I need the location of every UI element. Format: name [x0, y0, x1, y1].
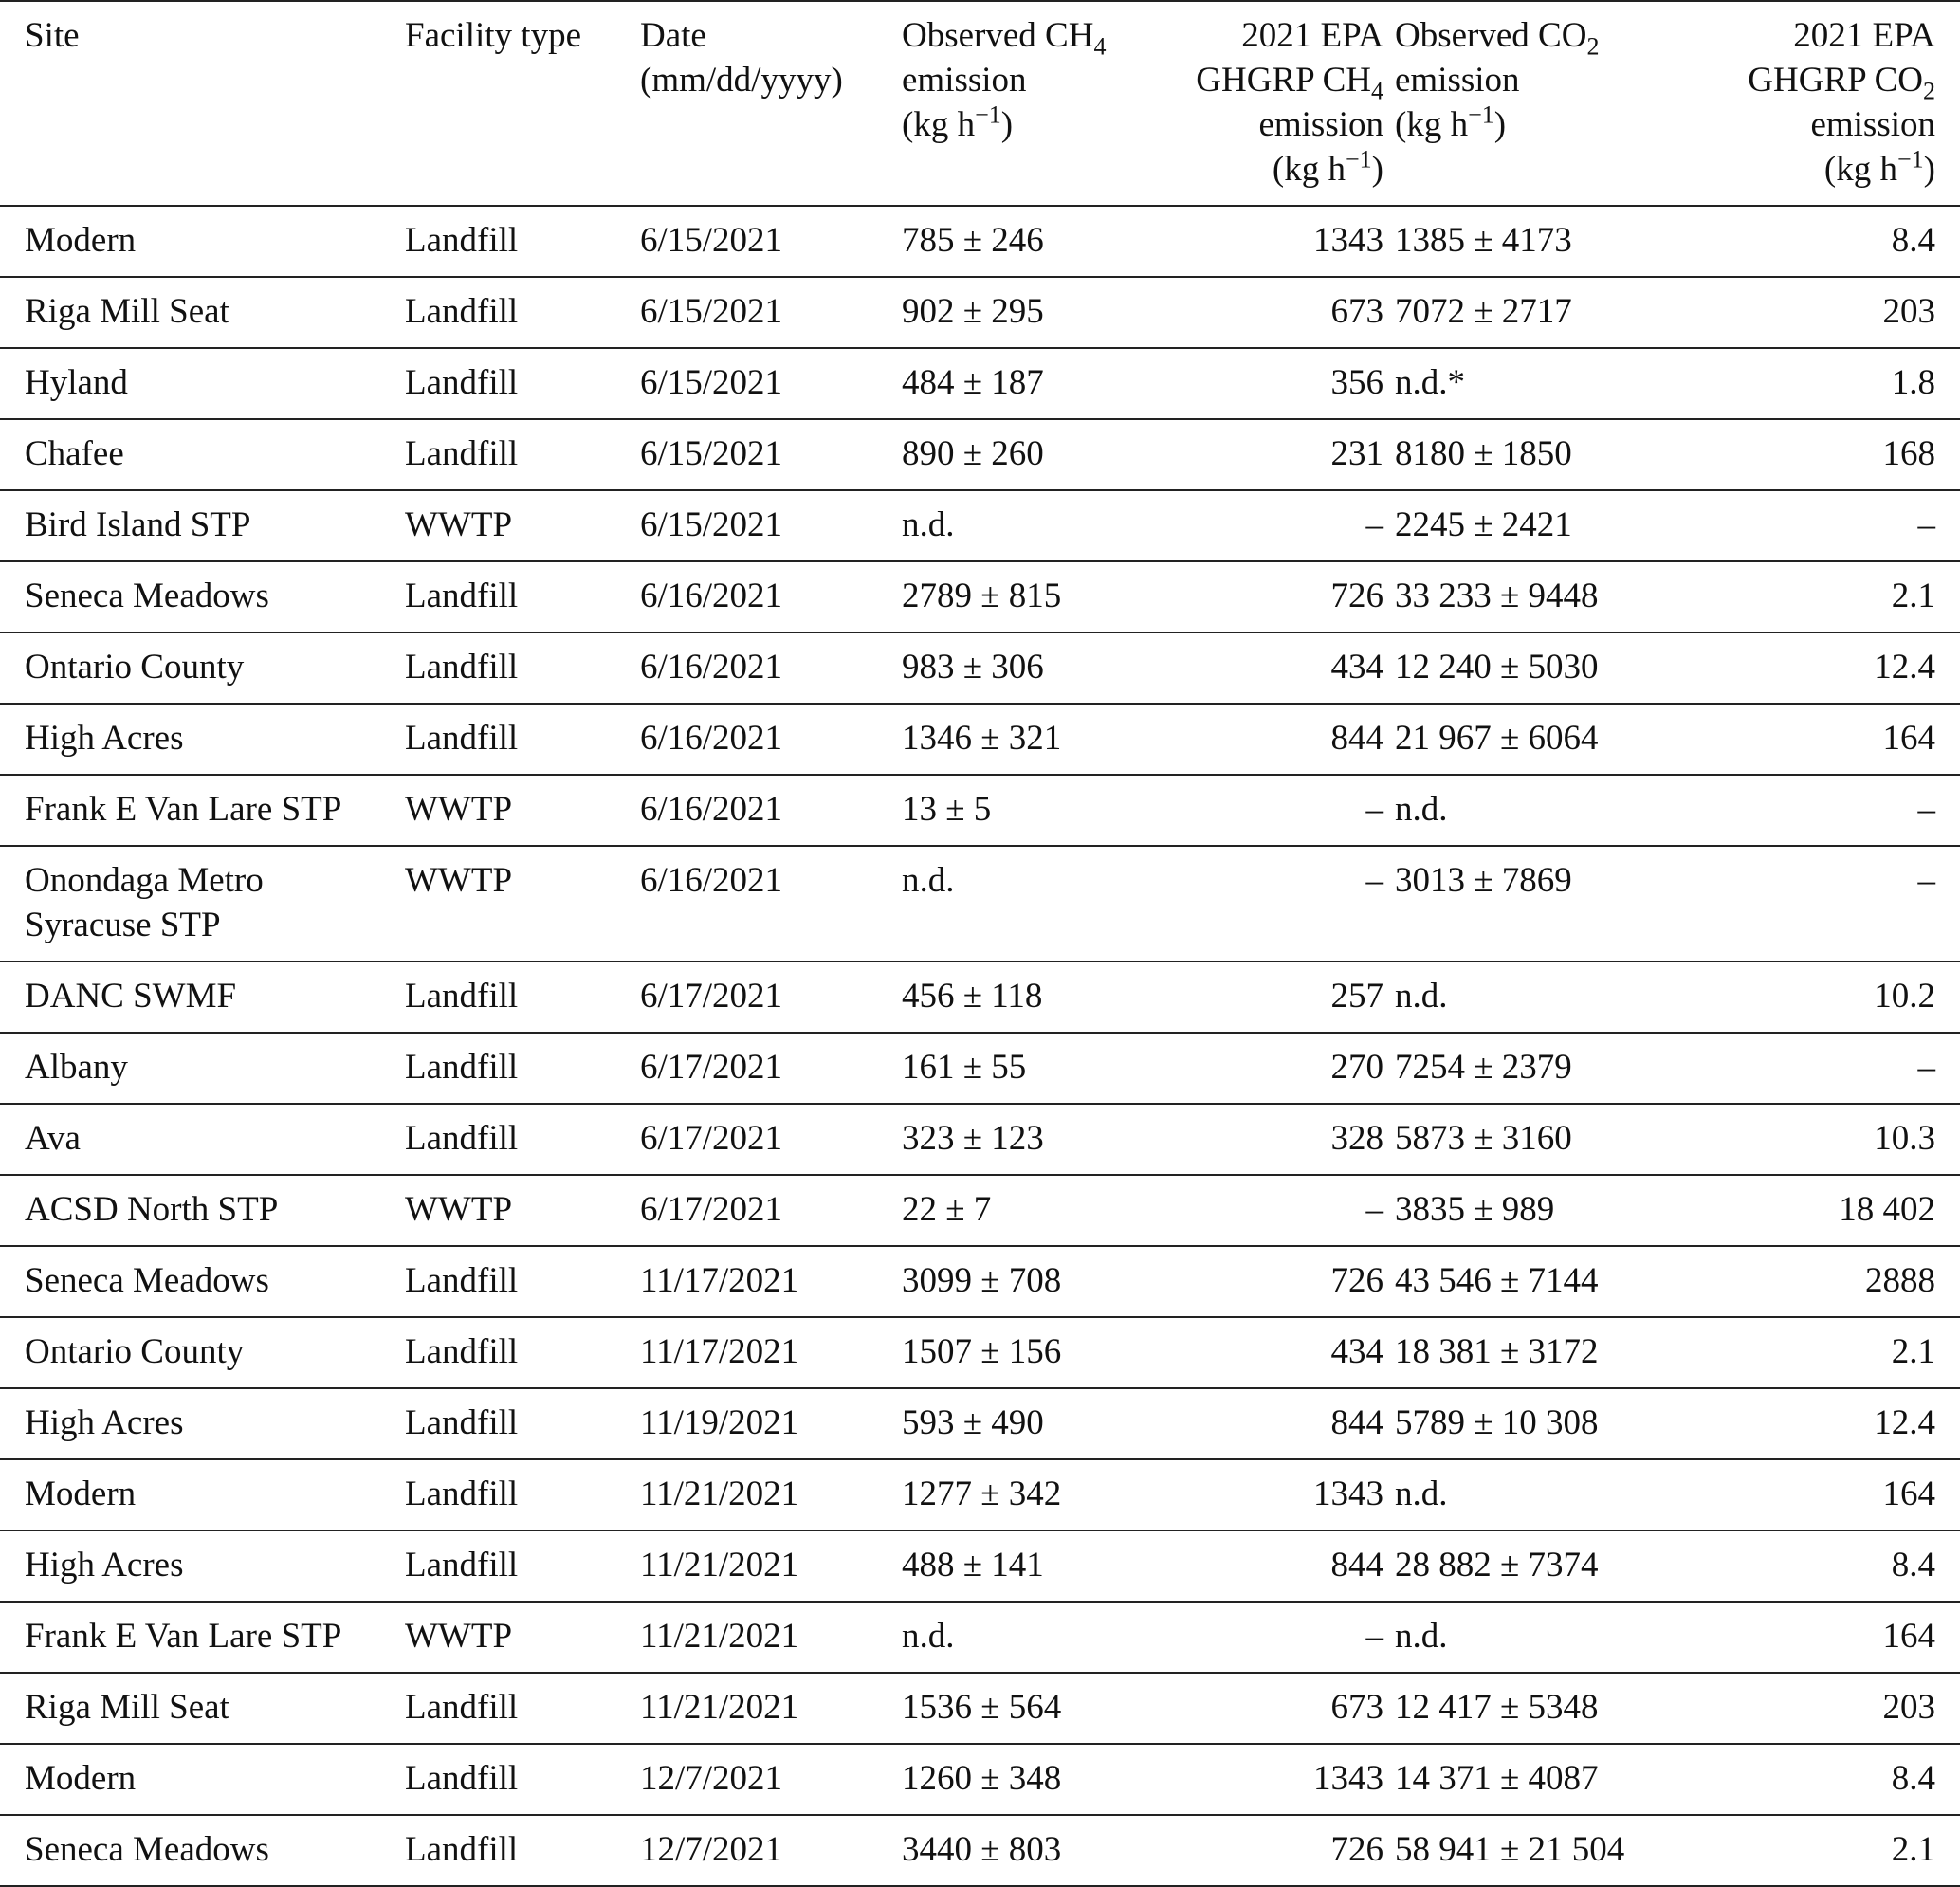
cell-observed-ch4: 13 ± 5 [902, 790, 992, 829]
cell-site: High Acres [25, 1403, 184, 1442]
cell-observed-co2: n.d. [1395, 977, 1448, 1016]
cell-observed-co2: 12 240 ± 5030 [1395, 648, 1599, 687]
cell-facility-type: Landfill [405, 1332, 519, 1371]
cell-observed-ch4: 983 ± 306 [902, 648, 1044, 687]
cell-epa-co2: – [1917, 790, 1935, 829]
cell-observed-ch4: 1536 ± 564 [902, 1688, 1062, 1727]
cell-facility-type: Landfill [405, 1119, 519, 1158]
cell-epa-co2: 2.1 [1891, 1830, 1935, 1869]
table-row [0, 1104, 1960, 1175]
cell-epa-co2: 203 [1882, 292, 1935, 331]
table-row [0, 1175, 1960, 1246]
cell-site: Ontario County [25, 648, 245, 687]
table-row [0, 490, 1960, 561]
cell-date: 6/17/2021 [640, 1048, 783, 1087]
cell-facility-type: Landfill [405, 1688, 519, 1727]
cell-observed-ch4: n.d. [902, 505, 955, 544]
table-body [0, 206, 1960, 1886]
cell-date: 11/21/2021 [640, 1475, 799, 1513]
cell-epa-co2: 12.4 [1874, 648, 1935, 687]
cell-facility-type: WWTP [405, 1617, 513, 1656]
cell-epa-ch4: 434 [1330, 648, 1383, 687]
table-row [0, 348, 1960, 419]
cell-site: Frank E Van Lare STP [25, 790, 342, 829]
cell-facility-type: Landfill [405, 1475, 519, 1513]
cell-observed-ch4: 323 ± 123 [902, 1119, 1044, 1158]
cell-facility-type: Landfill [405, 1261, 519, 1300]
table-row [0, 1673, 1960, 1744]
cell-date: 6/15/2021 [640, 363, 783, 402]
cell-epa-co2: 168 [1882, 434, 1935, 473]
cell-observed-ch4: 1346 ± 321 [902, 719, 1062, 758]
cell-date: 12/7/2021 [640, 1759, 783, 1798]
cell-epa-ch4: 270 [1330, 1048, 1383, 1087]
cell-date: 6/16/2021 [640, 648, 783, 687]
cell-site: Ava [25, 1119, 81, 1158]
cell-epa-ch4: 1343 [1313, 1475, 1383, 1513]
cell-site: Chafee [25, 434, 124, 473]
table-row [0, 419, 1960, 490]
cell-site: Modern [25, 221, 137, 260]
cell-observed-co2: n.d. [1395, 790, 1448, 829]
cell-date: 11/21/2021 [640, 1688, 799, 1727]
cell-epa-ch4: – [1365, 861, 1383, 900]
cell-date: 11/17/2021 [640, 1261, 799, 1300]
cell-epa-ch4: 726 [1330, 1261, 1383, 1300]
cell-epa-co2: 164 [1882, 1475, 1935, 1513]
cell-observed-co2: 3013 ± 7869 [1395, 861, 1572, 900]
cell-epa-co2: 164 [1882, 719, 1935, 758]
cell-epa-ch4: 673 [1330, 292, 1383, 331]
cell-observed-co2: 7254 ± 2379 [1395, 1048, 1572, 1087]
cell-observed-co2: 7072 ± 2717 [1395, 292, 1572, 331]
cell-site: Seneca Meadows [25, 577, 269, 615]
cell-facility-type: Landfill [405, 221, 519, 260]
cell-facility-type: WWTP [405, 861, 513, 900]
cell-site: Bird Island STP [25, 505, 251, 544]
cell-observed-co2: 3835 ± 989 [1395, 1190, 1555, 1229]
cell-date: 6/17/2021 [640, 977, 783, 1016]
cell-site: Modern [25, 1475, 137, 1513]
table-row [0, 775, 1960, 846]
cell-observed-ch4: 902 ± 295 [902, 292, 1044, 331]
cell-observed-ch4: 2789 ± 815 [902, 577, 1062, 615]
cell-date: 6/17/2021 [640, 1119, 783, 1158]
header-facility-type: Facility type [405, 16, 581, 55]
cell-facility-type: Landfill [405, 1830, 519, 1869]
cell-date: 6/16/2021 [640, 577, 783, 615]
cell-observed-co2: 5789 ± 10 308 [1395, 1403, 1599, 1442]
table-row [0, 962, 1960, 1033]
cell-epa-ch4: 1343 [1313, 1759, 1383, 1798]
table-row [0, 1388, 1960, 1459]
cell-epa-co2: 10.2 [1874, 977, 1935, 1016]
cell-site: Onondaga Metro Syracuse STP [25, 861, 264, 944]
cell-epa-co2: – [1917, 1048, 1935, 1087]
cell-epa-co2: 8.4 [1891, 1759, 1935, 1798]
cell-site: High Acres [25, 719, 184, 758]
cell-epa-co2: 1.8 [1891, 363, 1935, 402]
cell-observed-ch4: 890 ± 260 [902, 434, 1044, 473]
cell-site: Modern [25, 1759, 137, 1798]
table-row [0, 846, 1960, 962]
table-row [0, 1459, 1960, 1530]
cell-facility-type: Landfill [405, 1759, 519, 1798]
cell-date: 6/15/2021 [640, 221, 783, 260]
cell-facility-type: WWTP [405, 505, 513, 544]
table-row [0, 561, 1960, 632]
cell-observed-co2: 2245 ± 2421 [1395, 505, 1572, 544]
cell-facility-type: Landfill [405, 1546, 519, 1585]
cell-epa-co2: 2.1 [1891, 577, 1935, 615]
cell-site: DANC SWMF [25, 977, 237, 1016]
cell-epa-ch4: 231 [1330, 434, 1383, 473]
cell-site: Hyland [25, 363, 128, 402]
cell-date: 6/15/2021 [640, 434, 783, 473]
cell-observed-ch4: 1507 ± 156 [902, 1332, 1062, 1371]
cell-date: 6/17/2021 [640, 1190, 783, 1229]
cell-facility-type: Landfill [405, 577, 519, 615]
cell-date: 6/16/2021 [640, 861, 783, 900]
cell-facility-type: Landfill [405, 977, 519, 1016]
cell-date: 12/7/2021 [640, 1830, 783, 1869]
cell-date: 6/16/2021 [640, 790, 783, 829]
cell-site: Albany [25, 1048, 128, 1087]
table-row [0, 704, 1960, 775]
table-row [0, 1815, 1960, 1886]
cell-observed-co2: 21 967 ± 6064 [1395, 719, 1599, 758]
cell-epa-co2: 8.4 [1891, 221, 1935, 260]
cell-observed-ch4: 484 ± 187 [902, 363, 1044, 402]
table-row [0, 206, 1960, 277]
cell-observed-co2: 1385 ± 4173 [1395, 221, 1572, 260]
cell-site: High Acres [25, 1546, 184, 1585]
cell-date: 11/21/2021 [640, 1546, 799, 1585]
cell-epa-ch4: – [1365, 790, 1383, 829]
cell-facility-type: Landfill [405, 1403, 519, 1442]
cell-epa-ch4: 844 [1330, 719, 1383, 758]
cell-epa-ch4: 673 [1330, 1688, 1383, 1727]
cell-site: Seneca Meadows [25, 1261, 269, 1300]
cell-date: 11/17/2021 [640, 1332, 799, 1371]
cell-observed-co2: 18 381 ± 3172 [1395, 1332, 1599, 1371]
table-row [0, 277, 1960, 348]
cell-facility-type: Landfill [405, 719, 519, 758]
cell-observed-co2: n.d. [1395, 1617, 1448, 1656]
header-row [0, 1, 1960, 206]
cell-facility-type: WWTP [405, 1190, 513, 1229]
cell-observed-co2: 43 546 ± 7144 [1395, 1261, 1599, 1300]
cell-observed-ch4: 1277 ± 342 [902, 1475, 1062, 1513]
cell-observed-co2: n.d.* [1395, 363, 1465, 402]
cell-observed-ch4: 593 ± 490 [902, 1403, 1044, 1442]
cell-epa-co2: 18 402 [1839, 1190, 1935, 1229]
table-row [0, 1602, 1960, 1673]
cell-observed-ch4: 22 ± 7 [902, 1190, 992, 1229]
cell-epa-ch4: 844 [1330, 1403, 1383, 1442]
cell-facility-type: Landfill [405, 648, 519, 687]
cell-observed-ch4: n.d. [902, 861, 955, 900]
cell-observed-ch4: 3099 ± 708 [902, 1261, 1062, 1300]
cell-epa-co2: 164 [1882, 1617, 1935, 1656]
table-row [0, 1530, 1960, 1602]
cell-epa-co2: – [1917, 505, 1935, 544]
cell-epa-co2: – [1917, 861, 1935, 900]
cell-date: 6/16/2021 [640, 719, 783, 758]
header-site: Site [25, 16, 80, 55]
cell-observed-co2: 58 941 ± 21 504 [1395, 1830, 1625, 1869]
cell-observed-ch4: 161 ± 55 [902, 1048, 1027, 1087]
header-epa-ch4: 2021 EPA GHGRP $CH_4$ emission (kg $h^{-1}$) [1196, 16, 1383, 189]
cell-observed-co2: 33 233 ± 9448 [1395, 577, 1599, 615]
header-epa-co2: 2021 EPA GHGRP $CO_2$ emission (kg $h^{-1}$) [1748, 16, 1935, 189]
table-row [0, 1317, 1960, 1388]
cell-facility-type: WWTP [405, 790, 513, 829]
cell-epa-ch4: 434 [1330, 1332, 1383, 1371]
cell-facility-type: Landfill [405, 1048, 519, 1087]
cell-epa-ch4: 726 [1330, 577, 1383, 615]
cell-epa-co2: 12.4 [1874, 1403, 1935, 1442]
cell-epa-ch4: 1343 [1313, 221, 1383, 260]
table-row [0, 1744, 1960, 1815]
cell-observed-ch4: 488 ± 141 [902, 1546, 1044, 1585]
cell-epa-co2: 8.4 [1891, 1546, 1935, 1585]
cell-date: 11/21/2021 [640, 1617, 799, 1656]
cell-facility-type: Landfill [405, 363, 519, 402]
cell-date: 6/15/2021 [640, 505, 783, 544]
cell-epa-ch4: – [1365, 1617, 1383, 1656]
cell-epa-co2: 10.3 [1874, 1119, 1935, 1158]
table-row [0, 1246, 1960, 1317]
cell-observed-ch4: 3440 ± 803 [902, 1830, 1062, 1869]
table-header [0, 1, 1960, 206]
table-row [0, 632, 1960, 704]
cell-observed-co2: 5873 ± 3160 [1395, 1119, 1572, 1158]
cell-epa-ch4: 726 [1330, 1830, 1383, 1869]
cell-site: Ontario County [25, 1332, 245, 1371]
cell-epa-ch4: – [1365, 505, 1383, 544]
cell-site: Riga Mill Seat [25, 1688, 229, 1727]
cell-date: 6/15/2021 [640, 292, 783, 331]
header-observed-co2: Observed $CO_2$ emission (kg $h^{-1}$) [1395, 16, 1600, 144]
header-date: Date (mm/dd/yyyy) [640, 16, 843, 100]
cell-epa-co2: 2888 [1865, 1261, 1935, 1300]
cell-date: 11/19/2021 [640, 1403, 799, 1442]
table-row [0, 1033, 1960, 1104]
cell-epa-co2: 2.1 [1891, 1332, 1935, 1371]
header-observed-ch4: Observed $CH_4$ emission (kg $h^{-1}$) [902, 16, 1107, 144]
cell-site: Riga Mill Seat [25, 292, 229, 331]
cell-observed-co2: 8180 ± 1850 [1395, 434, 1572, 473]
cell-observed-co2: 14 371 ± 4087 [1395, 1759, 1599, 1798]
cell-epa-ch4: 356 [1330, 363, 1383, 402]
cell-epa-ch4: – [1365, 1190, 1383, 1229]
cell-observed-co2: 28 882 ± 7374 [1395, 1546, 1599, 1585]
cell-site: Seneca Meadows [25, 1830, 269, 1869]
cell-epa-ch4: 257 [1330, 977, 1383, 1016]
cell-facility-type: Landfill [405, 292, 519, 331]
cell-observed-ch4: 785 ± 246 [902, 221, 1044, 260]
cell-observed-co2: 12 417 ± 5348 [1395, 1688, 1599, 1727]
cell-epa-ch4: 328 [1330, 1119, 1383, 1158]
cell-observed-ch4: 1260 ± 348 [902, 1759, 1062, 1798]
cell-observed-co2: n.d. [1395, 1475, 1448, 1513]
cell-epa-ch4: 844 [1330, 1546, 1383, 1585]
cell-site: ACSD North STP [25, 1190, 279, 1229]
cell-site: Frank E Van Lare STP [25, 1617, 342, 1656]
cell-facility-type: Landfill [405, 434, 519, 473]
cell-epa-co2: 203 [1882, 1688, 1935, 1727]
cell-observed-ch4: 456 ± 118 [902, 977, 1043, 1016]
cell-observed-ch4: n.d. [902, 1617, 955, 1656]
